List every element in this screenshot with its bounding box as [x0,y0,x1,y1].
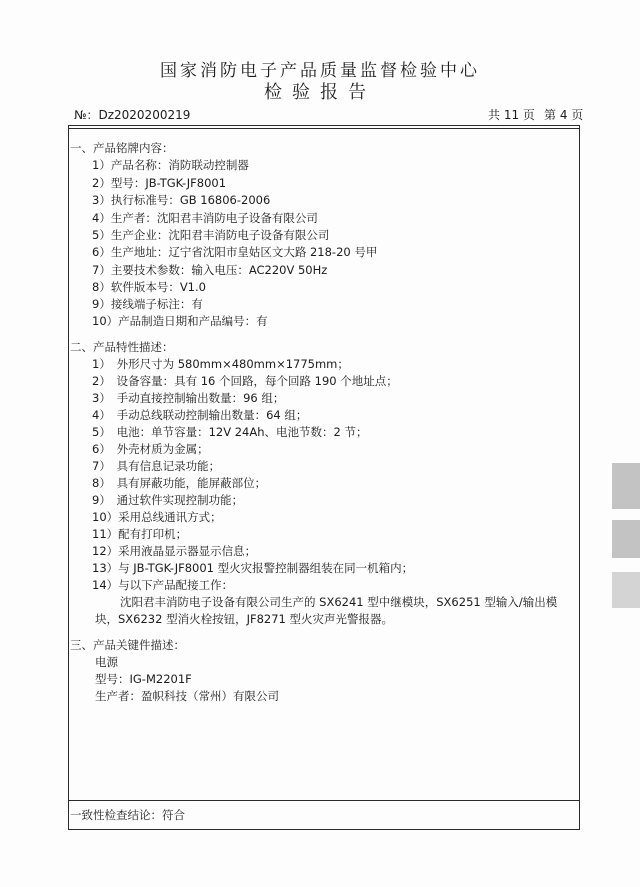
list-item: 型号：IG-M2201F [95,672,192,686]
list-item: 8） 具有屏蔽功能，能屏蔽部位； [92,476,267,490]
list-item-continuation: 沈阳君丰消防电子设备有限公司生产的 SX6241 型中继模块，SX6251 型输入/输出模 [120,595,558,609]
section-heading: 三、产品关键件描述： [70,638,185,652]
list-item: 4）生产者：沈阳君丰消防电子设备有限公司 [92,211,318,225]
org-title: 国家消防电子产品质量监督检验中心 [160,61,480,81]
list-item: 12）采用液晶显示器显示信息； [92,544,257,558]
list-item: 4） 手动总线联动控制输出数量：64 组； [92,408,308,422]
list-item: 6）生产地址：辽宁省沈阳市皇姑区文大路 218-20 号甲 [92,245,378,259]
list-item: 7） 具有信息记录功能； [92,459,221,473]
list-item: 生产者：盈帜科技（常州）有限公司 [95,689,279,703]
page-number: 第 4 页 [544,108,584,122]
list-item: 3）执行标准号：GB 16806-2006 [92,193,271,207]
list-item: 1）产品名称：消防联动控制器 [92,158,249,172]
list-item: 5）生产企业：沈阳君丰消防电子设备有限公司 [92,228,330,242]
list-item-continuation: 块，SX6232 型消火栓按钮，JF8271 型火灾声光警报器。 [95,612,394,626]
list-item: 14）与以下产品配接工作： [92,578,234,592]
list-item: 3） 手动直接控制输出数量：96 组； [92,391,285,405]
report-title: 检验报告 [264,82,376,103]
total-pages: 共 11 页 [488,108,535,122]
conclusion: 一致性检查结论：符合 [70,808,185,822]
list-item: 2） 设备容量：具有 16 个回路，每个回路 190 个地址点； [92,374,398,388]
section-heading: 二、产品特性描述： [70,340,174,354]
scan-edge-mark [612,572,640,608]
scan-edge-mark [612,463,640,509]
list-item: 13）与 JB-TGK-JF8001 型火灾报警控制器组装在同一机箱内； [92,561,414,575]
top-rule [68,128,580,129]
list-item: 11）配有打印机； [92,527,188,541]
section-heading: 一、产品铭牌内容： [70,141,174,155]
list-item: 5） 电池：单节容量：12V 24Ah、电池节数：2 节； [92,425,368,439]
scan-edge-mark [612,520,640,558]
list-item: 7）主要技术参数：输入电压：AC220V 50Hz [92,263,328,277]
list-item: 2）型号：JB-TGK-JF8001 [92,176,227,190]
conclusion-divider [68,800,580,801]
list-item: 6） 外壳材质为金属； [92,442,209,456]
list-item: 10）产品制造日期和产品编号：有 [92,314,268,328]
list-item: 9）接线端子标注：有 [92,297,203,311]
list-item: 电源 [95,655,118,669]
list-item: 10）采用总线通讯方式； [92,510,222,524]
list-item: 9） 通过软件实现控制功能； [92,493,244,507]
list-item: 8）软件版本号：V1.0 [92,280,206,294]
report-number: №：Dz2020200219 [74,108,191,122]
list-item: 1） 外形尺寸为 580mm×480mm×1775mm； [92,357,349,371]
